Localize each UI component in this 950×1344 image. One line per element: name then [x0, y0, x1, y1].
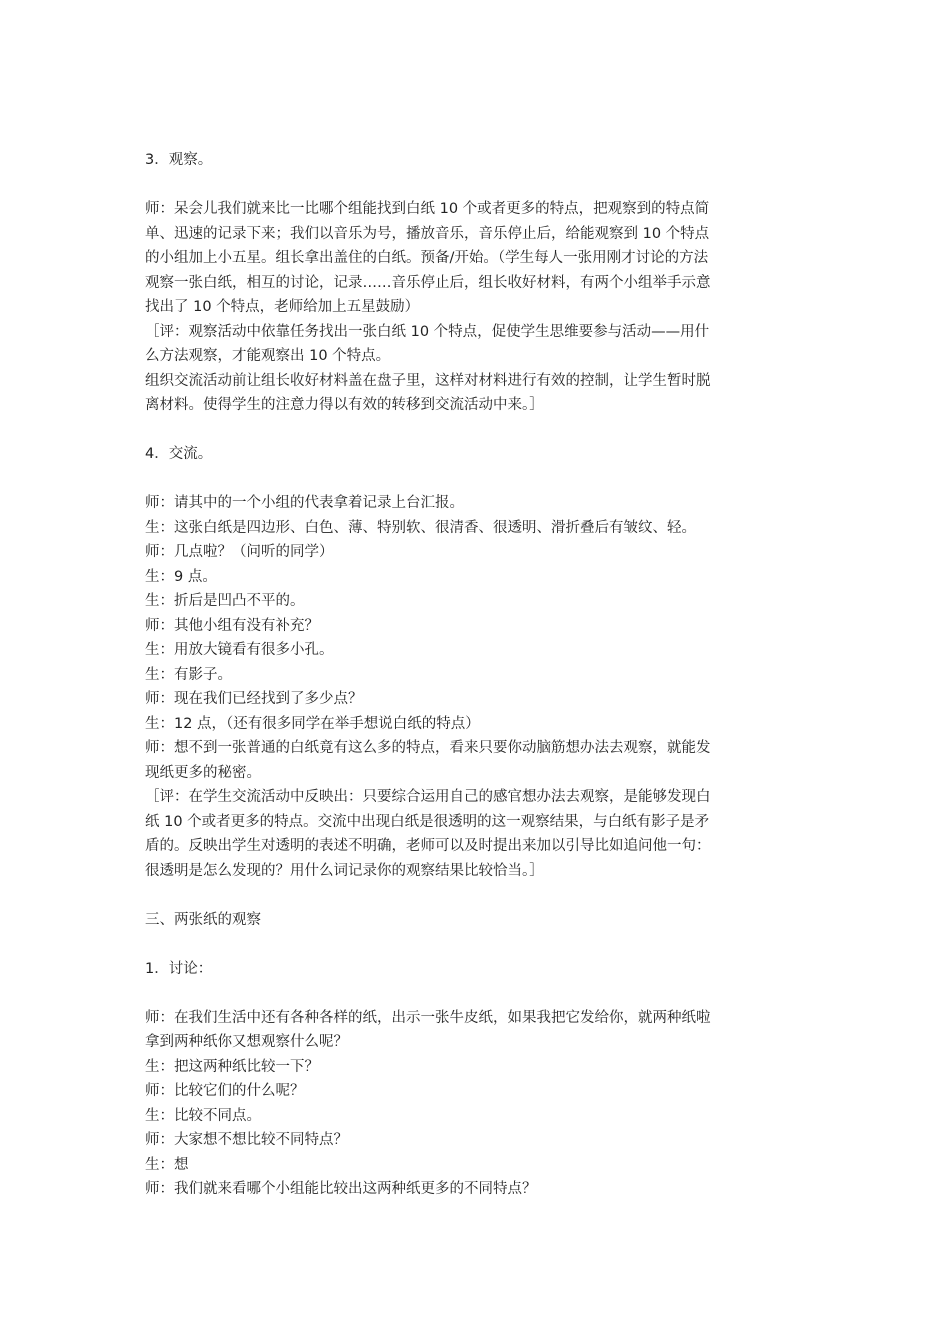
text-line: 师：呆会儿我们就来比一比哪个组能找到白纸 10 个或者更多的特点，把观察到的特点简: [145, 201, 710, 217]
text-line: 么方法观察，才能观察出 10 个特点。: [145, 348, 391, 364]
text-line: 生：12 点，（还有很多同学在举手想说白纸的特点）: [145, 715, 480, 732]
document-page: [145, 148, 813, 1202]
text-line: 生：比较不同点。: [145, 1107, 261, 1124]
text-line: 离材料。使得学生的注意力得以有效的转移到交流活动中来。］: [145, 397, 544, 413]
paragraph-gap: [145, 173, 813, 198]
text-line: 师：请其中的一个小组的代表拿着记录上台汇报。: [145, 495, 464, 511]
text-line: 单、迅速的记录下来；我们以音乐为号，播放音乐，音乐停止后，给能观察到 10 个特点: [145, 225, 710, 242]
paragraph-gap: [145, 418, 813, 443]
section-heading-exchange: [145, 442, 813, 467]
section-heading-observe: [145, 148, 813, 173]
text-line: 生：把这两种纸比较一下？: [145, 1058, 319, 1075]
text-line: 师：大家想不想比较不同特点？: [145, 1132, 348, 1148]
text-line: 生：有影子。: [145, 666, 232, 683]
text-line: 生：这张白纸是四边形、白色、薄、特别软、很清香、很透明、滑折叠后有皱纹、轻。: [145, 519, 696, 536]
text-line: ［评：观察活动中依靠任务找出一张白纸 10 个特点，促使学生思维要参与活动——用什: [145, 323, 710, 340]
text-line: 4．交流。: [145, 446, 213, 462]
text-line: 师：几点啦？（问听的同学）: [145, 544, 334, 560]
paragraph-gap: [145, 467, 813, 492]
text-line: 生：想: [145, 1156, 189, 1173]
text-line: 观察一张白纸，相互的讨论，记录……音乐停止后，组长收好材料，有两个小组举手示意: [145, 274, 711, 291]
text-line: 师：其他小组有没有补充？: [145, 617, 319, 634]
text-line: 师：在我们生活中还有各种各样的纸，出示一张牛皮纸，如果我把它发给你，就两种纸啦: [145, 1009, 711, 1026]
text-line: 现纸更多的秘密。: [145, 764, 261, 781]
text-line: 1．讨论：: [145, 960, 213, 977]
text-line: 三、两张纸的观察: [145, 911, 261, 928]
text-line: 纸 10 个或者更多的特点。交流中出现白纸是很透明的这一观察结果，与白纸有影子是矛: [145, 813, 710, 830]
paragraph-gap: [145, 981, 813, 1006]
text-line: 找出了 10 个特点，老师给加上五星鼓励）: [145, 299, 420, 315]
text-line: 生：用放大镜看有很多小孔。: [145, 642, 334, 658]
text-line: 3．观察。: [145, 152, 213, 168]
paragraph-gap: [145, 932, 813, 957]
section-heading-discussion: [145, 957, 813, 982]
paragraph-exchange-dialogue: [145, 491, 813, 883]
text-line: 师：现在我们已经找到了多少点？: [145, 691, 363, 707]
text-line: 师：比较它们的什么呢？: [145, 1083, 305, 1099]
text-line: 师：我们就来看哪个小组能比较出这两种纸更多的不同特点？: [145, 1181, 537, 1197]
paragraph-gap: [145, 883, 813, 908]
text-line: 生：9 点。: [145, 568, 217, 585]
text-line: 师：想不到一张普通的白纸竟有这么多的特点，看来只要你动脑筋想办法去观察，就能发: [145, 740, 711, 756]
text-line: 组织交流活动前让组长收好材料盖在盘子里，这样对材料进行有效的控制，让学生暂时脱: [145, 372, 711, 389]
text-line: 盾的。反映出学生对透明的表述不明确，老师可以及时提出来加以引导比如追问他一句：: [145, 838, 711, 854]
text-line: 的小组加上小五星。组长拿出盖住的白纸。预备/开始。（学生每人一张用刚才讨论的方法: [145, 250, 709, 266]
text-line: 生：折后是凹凸不平的。: [145, 593, 305, 609]
paragraph-discussion-dialogue: [145, 1006, 813, 1202]
text-line: 很透明是怎么发现的？用什么词记录你的观察结果比较恰当。］: [145, 862, 544, 879]
section-heading-two-papers: [145, 908, 813, 933]
text-line: 拿到两种纸你又想观察什么呢？: [145, 1034, 348, 1050]
paragraph-observe-activity: [145, 197, 813, 418]
text-line: ［评：在学生交流活动中反映出：只要综合运用自己的感官想办法去观察，是能够发现白: [145, 789, 711, 805]
